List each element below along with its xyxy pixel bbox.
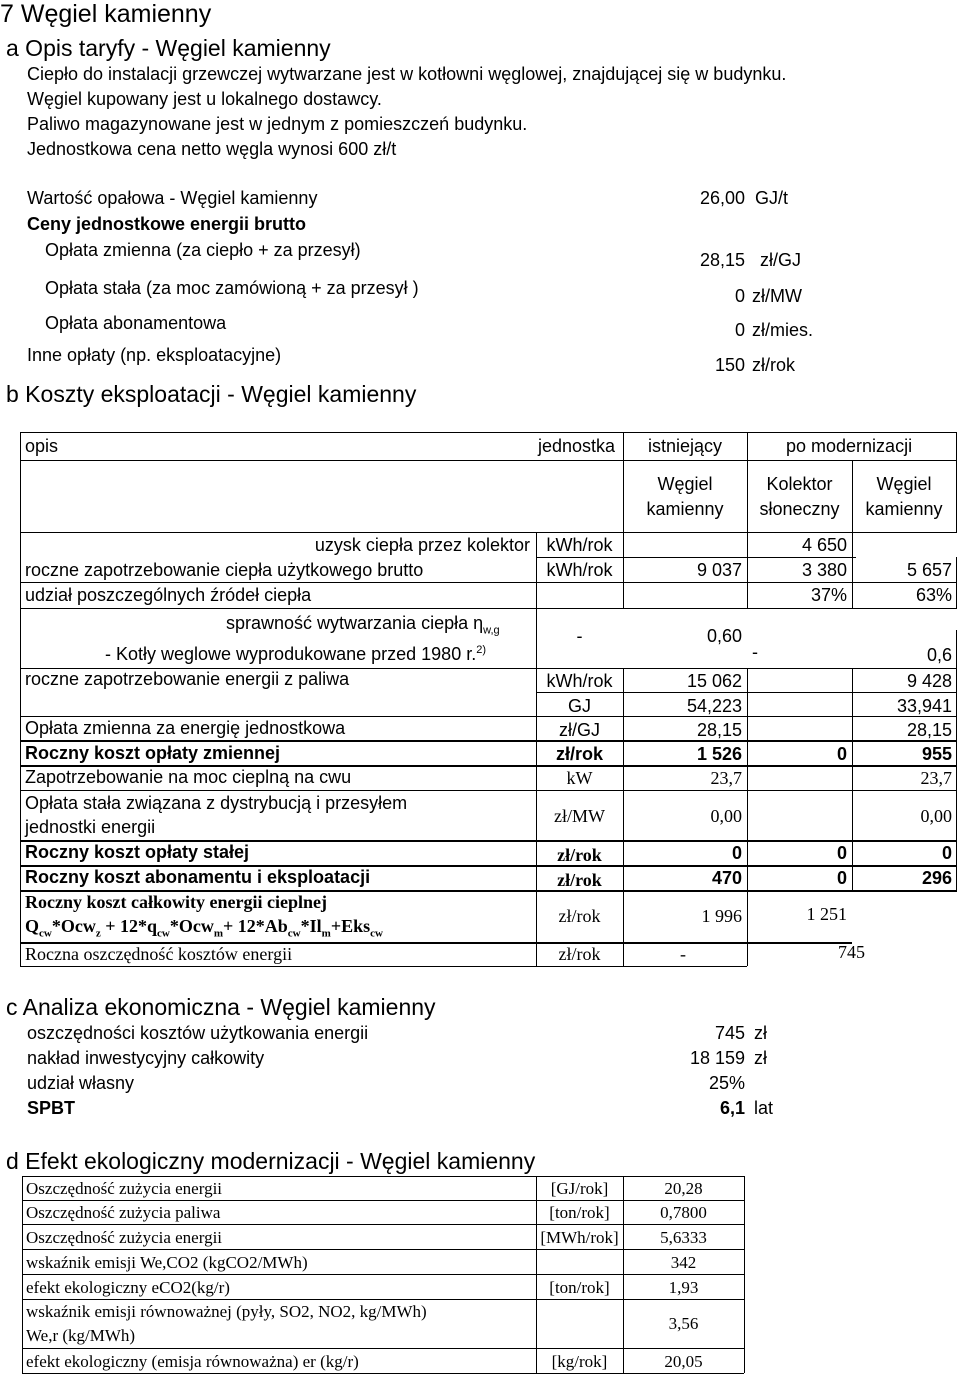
efekt-unit: [MWh/rok] — [540, 1228, 619, 1247]
efekt-label: Oszczędność zużycia paliwa — [26, 1203, 221, 1222]
analiza-label: oszczędności kosztów użytkowania energii — [27, 1023, 369, 1043]
row-zapotrz-c3: 5 657 — [906, 560, 952, 580]
row-calkowity-label: Roczny koszt całkowity energii cieplnej — [25, 892, 327, 912]
ceny-heading: Ceny jednostkowe energii brutto — [27, 214, 307, 234]
efekt-unit: [ton/rok] — [549, 1203, 610, 1222]
oplata-label: Opłata stała (za moc zamówioną + za przesył ) — [45, 278, 419, 298]
row-abonament-c2: 0 — [836, 868, 847, 888]
row-gj-c1: 54,223 — [686, 696, 742, 716]
wartosc-label: Wartość opałowa - Węgiel kamienny — [27, 188, 318, 208]
efekt-value: 5,6333 — [660, 1228, 707, 1247]
row-abonament-c1: 470 — [711, 868, 742, 888]
oplata-unit: zł/GJ — [760, 250, 802, 270]
row-roczny-zmienny-unit: zł/rok — [555, 744, 603, 764]
row-kotly-label: - Kotły weglowe wyprodukowane przed 1980 r.$^{2)}$ — [105, 644, 486, 664]
row-zapotrz-c2: 3 380 — [801, 560, 847, 580]
row-oplata-zmienna-c1: 28,15 — [696, 720, 742, 740]
oplata-value: 28,15 — [699, 250, 745, 270]
row-oszczednosc-unit: zł/rok — [558, 944, 601, 964]
row-zapotrz-unit: kWh/rok — [546, 560, 613, 580]
row-roczny-zmienny-c1: 1 526 — [696, 744, 742, 764]
oplata-label: Opłata zmienna (za ciepło + za przesył) — [45, 240, 361, 260]
efekt-unit: [kg/rok] — [551, 1352, 608, 1371]
analiza-value: 18 159 — [689, 1048, 745, 1068]
analiza-value-spbt: 6,1 — [719, 1098, 745, 1118]
row-oszczednosc-label: Roczna oszczędność kosztów energii — [25, 944, 293, 964]
subsection-c-title: c Analiza ekonomiczna - Węgiel kamienny — [6, 994, 436, 1020]
efekt-label: Oszczędność zużycia energii — [26, 1179, 223, 1198]
efekt-label: efekt ekologiczny eCO2(kg/r) — [26, 1278, 230, 1297]
oplata-unit: zł/MW — [752, 286, 802, 306]
header-col2-line1: Kolektor — [766, 474, 833, 494]
description-line: Paliwo magazynowane jest w jednym z pomieszczeń budynku. — [27, 114, 528, 134]
header-col1-line2: kamienny — [646, 499, 724, 519]
efekt-label: wskaźnik emisji równoważnej (pyły, SO2, NO2, kg/MWh) — [26, 1302, 427, 1321]
row-oplata-zmienna-label: Opłata zmienna za energię jednostkowa — [25, 718, 346, 738]
subsection-b-title: b Koszty eksploatacji - Węgiel kamienny — [6, 381, 417, 407]
analiza-label: nakład inwestycyjny całkowity — [27, 1048, 265, 1068]
row-oszczednosc-c2: 745 — [838, 942, 865, 962]
oplata-unit: zł/rok — [752, 355, 796, 375]
row-stala-label1: Opłata stała związana z dystrybucją i przesyłem — [25, 793, 408, 813]
row-roczny-staly-label: Roczny koszt opłaty stałej — [25, 842, 250, 862]
efekt-label: wskaźnik emisji We,CO2 (kgCO2/MWh) — [26, 1253, 308, 1272]
row-calkowity-formula: $Q_{cw}*Ocw_z + 12*q_{cw}*Ocw_m+ 12*Ab_{cw}*Il_m+Eks_{cw}$ — [25, 916, 383, 940]
header-col1-line1: Węgiel — [657, 474, 713, 494]
analiza-value: 745 — [714, 1023, 745, 1043]
header-jednostka: jednostka — [538, 436, 616, 456]
row-stala-label2: jednostki energii — [25, 817, 156, 837]
row-zapotrz-c1: 9 037 — [696, 560, 742, 580]
description-line: Węgiel kupowany jest u lokalnego dostawcy. — [27, 89, 382, 109]
efekt-unit: [ton/rok] — [549, 1278, 610, 1297]
efekt-label-line2: We,r (kg/MWh) — [26, 1326, 136, 1345]
row-roczny-staly-c1: 0 — [731, 843, 742, 863]
row-cwu-c1: 23,7 — [710, 768, 742, 788]
row-stala-c3: 0,00 — [920, 806, 952, 826]
row-abonament-label: Roczny koszt abonamentu i eksploatacji — [25, 867, 371, 887]
header-col3-line1: Węgiel — [876, 474, 932, 494]
efekt-value: 342 — [670, 1253, 697, 1272]
row-uzysk-c2: 4 650 — [801, 535, 847, 555]
analiza-label: udział własny — [27, 1073, 135, 1093]
wartosc-unit: GJ/t — [755, 188, 789, 208]
row-calkowity-unit: zł/rok — [558, 906, 601, 926]
row-stala-unit: zł/MW — [554, 806, 605, 826]
efekt-unit: [GJ/rok] — [550, 1179, 609, 1198]
row-sprawnosc-label: sprawność wytwarzania ciepła $\eta_{w,g}$ — [226, 613, 500, 637]
row-roczny-staly-c2: 0 — [836, 843, 847, 863]
analiza-unit: zł — [754, 1048, 767, 1068]
analiza-unit: lat — [754, 1098, 774, 1118]
row-abonament-c3: 296 — [921, 868, 952, 888]
efekt-label: efekt ekologiczny (emisja równoważna) er (kg/r) — [26, 1352, 359, 1371]
efekt-value: 3,56 — [668, 1314, 699, 1333]
row-roczny-zmienny-c3: 955 — [921, 744, 952, 764]
row-gj-unit: GJ — [567, 696, 591, 716]
subsection-a-title: a Opis taryfy - Węgiel kamienny — [6, 35, 331, 61]
efekt-value: 0,7800 — [660, 1203, 707, 1222]
efekt-value: 1,93 — [668, 1278, 699, 1297]
oplata-label: Opłata abonamentowa — [45, 313, 227, 333]
row-roczny-staly-unit: zł/rok — [557, 845, 602, 865]
row-roczny-staly-c3: 0 — [941, 843, 952, 863]
row-sprawnosc-c1: 0,60 — [706, 626, 742, 646]
row-cwu-c3: 23,7 — [920, 768, 952, 788]
row-oszczednosc-c1: - — [680, 944, 686, 964]
header-col3-line2: kamienny — [865, 499, 943, 519]
description-line: Ciepło do instalacji grzewczej wytwarzane jest w kotłowni węglowej, znajdującej się w budynku. — [27, 64, 787, 84]
row-cwu-unit: kW — [566, 768, 593, 788]
row-uzysk-label: uzysk ciepła przez kolektor — [314, 535, 530, 555]
subsection-d-title: d Efekt ekologiczny modernizacji - Węgiel kamienny — [6, 1148, 536, 1174]
row-kotly-c2: - — [752, 642, 758, 662]
description-line: Jednostkowa cena netto węgla wynosi 600 zł/t — [27, 139, 397, 159]
header-col2-line2: słoneczny — [759, 499, 840, 519]
row-paliwo-c3: 9 428 — [906, 671, 952, 691]
analiza-unit: zł — [754, 1023, 767, 1043]
row-calkowity-c2: 1 251 — [806, 904, 847, 924]
oplata-unit: zł/mies. — [752, 320, 814, 340]
row-cwu-label: Zapotrzebowanie na moc cieplną na cwu — [25, 767, 352, 787]
analiza-label-spbt: SPBT — [27, 1098, 76, 1118]
row-roczny-zmienny-label: Roczny koszt opłaty zmiennej — [25, 743, 281, 763]
row-abonament-unit: zł/rok — [557, 870, 602, 890]
row-calkowity-c1: 1 996 — [701, 906, 742, 926]
row-gj-c3: 33,941 — [896, 696, 952, 716]
oplata-value: 0 — [734, 286, 745, 306]
row-oplata-zmienna-unit: zł/GJ — [558, 720, 600, 740]
row-udzial-label: udział poszczególnych źródeł ciepła — [25, 585, 312, 605]
section-title: 7 Węgiel kamienny — [0, 0, 212, 28]
row-oplata-zmienna-c3: 28,15 — [906, 720, 952, 740]
efekt-value: 20,05 — [664, 1352, 703, 1371]
header-opis: opis — [25, 436, 59, 456]
oplata-label: Inne opłaty (np. eksploatacyjne) — [27, 345, 282, 365]
row-roczny-zmienny-c2: 0 — [836, 744, 847, 764]
row-sprawnosc-unit: - — [576, 626, 583, 646]
row-udzial-c2: 37% — [810, 585, 847, 605]
row-uzysk-unit: kWh/rok — [546, 535, 613, 555]
wartosc-value: 26,00 — [699, 188, 745, 208]
row-paliwo-label: roczne zapotrzebowanie energii z paliwa — [25, 669, 350, 689]
row-paliwo-unit: kWh/rok — [546, 671, 613, 691]
row-kotly-c3: 0,6 — [926, 645, 952, 665]
oplata-value: 150 — [714, 355, 745, 375]
row-udzial-c3: 63% — [915, 585, 952, 605]
row-zapotrz-label: roczne zapotrzebowanie ciepła użytkowego brutto — [25, 560, 424, 580]
header-istniejacy: istniejący — [648, 436, 723, 456]
analiza-value: 25% — [708, 1073, 745, 1093]
efekt-label: Oszczędność zużycia energii — [26, 1228, 223, 1247]
header-po-modernizacji: po modernizacji — [786, 436, 913, 456]
oplata-value: 0 — [734, 320, 745, 340]
row-paliwo-c1: 15 062 — [686, 671, 742, 691]
efekt-value: 20,28 — [664, 1179, 703, 1198]
row-stala-c1: 0,00 — [710, 806, 742, 826]
